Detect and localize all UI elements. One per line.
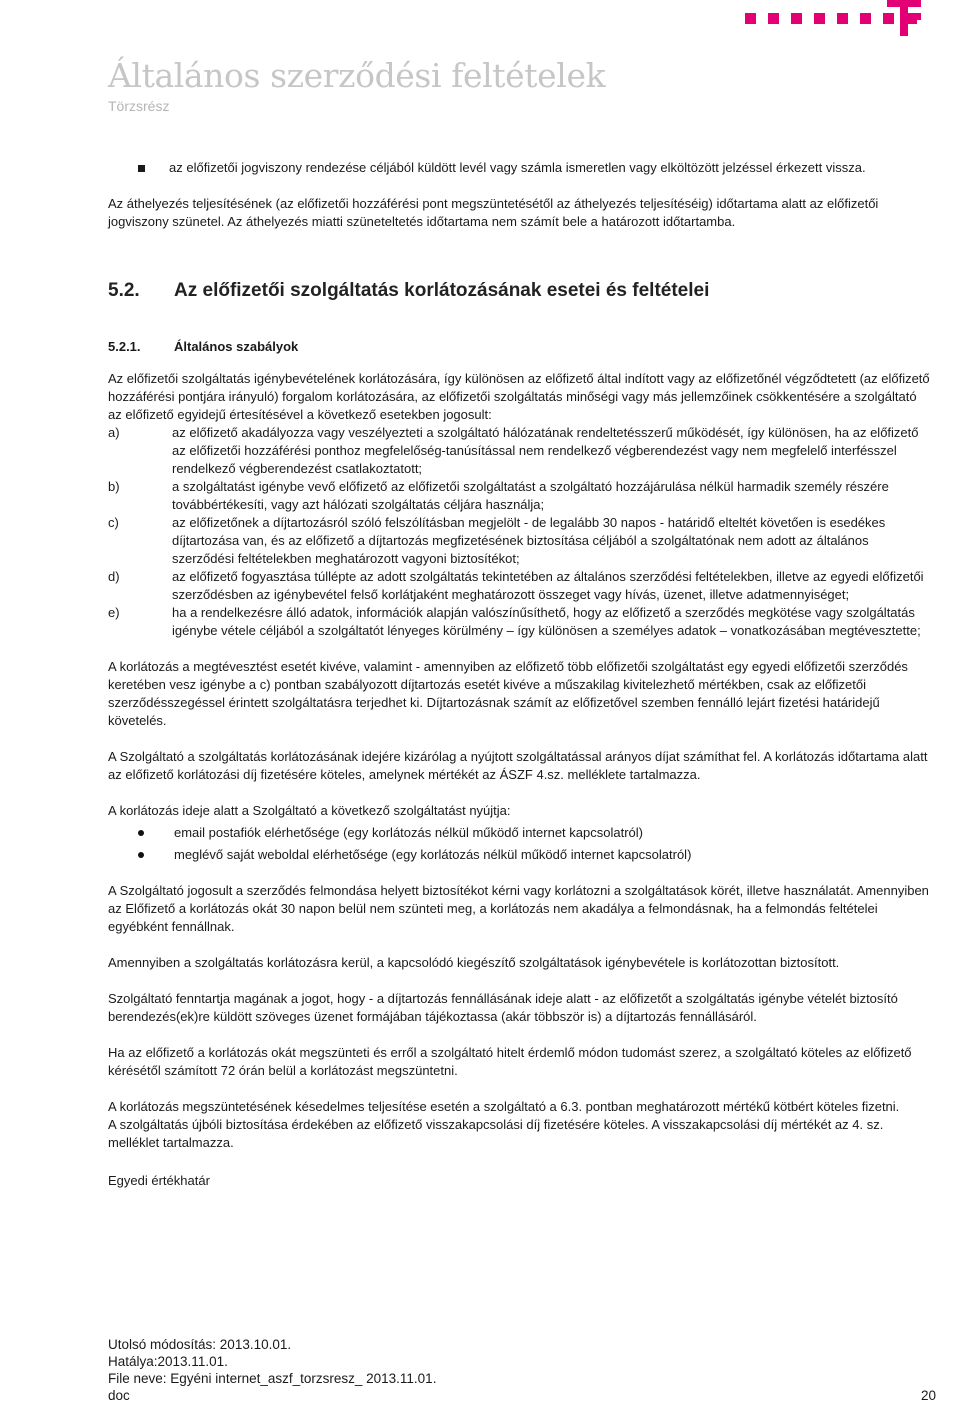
subsection-heading xyxy=(108,338,932,356)
brand-dot xyxy=(791,13,802,24)
brand-dot xyxy=(814,13,825,24)
brand-dot xyxy=(837,13,848,24)
list-item-text: a szolgáltatást igénybe vevő előfizető az előfizetői szolgáltatást a szolgáltató hozzájárulása nélkül harmadik személy részére továbbértékesíti, vagy azt hálózati szolgáltatás céljára használja; xyxy=(172,479,889,512)
section-heading xyxy=(108,282,932,300)
body-paragraph: Az előfizetői szolgáltatás igénybevételének korlátozására, így különösen az előfizető által indított vagy az előfizetőnél végződtetett (az előfizető hozzáférési pontjára irányuló) forgalom korlátozására, az előfizetői szolgáltatás minőségi vagy más jellemzőinek csökkentésére a szolgáltató az előfizető egyidejű értesítésével a következő esetekben jogosult: xyxy=(108,371,930,422)
brand-dot xyxy=(745,13,756,24)
list-item-label: a) xyxy=(108,425,120,440)
list-item xyxy=(108,604,932,640)
body-paragraph: Szolgáltató fenntartja magának a jogot, hogy - a díjtartozás fennállásának ideje alatt - az előfizetőt a szolgáltatás igénybe vételét biztosító berendezés(ek)re küldött szöveges üzenet formájában tájékoztassa (akár többször is) a díjtartozás fennállásáról. xyxy=(108,991,898,1024)
list-item xyxy=(108,568,932,604)
list-item-label: b) xyxy=(108,479,120,494)
list-item xyxy=(108,478,932,514)
list-item xyxy=(108,424,932,478)
body-paragraph: Ha az előfizető a korlátozás okát megszünteti és erről a szolgáltató hitelt érdemlő módon tudomást szerez, a szolgáltató köteles az előfizető kérésétől számított 72 órán belül a korlátozást megszüntetni. xyxy=(108,1045,912,1078)
section-title: Az előfizetői szolgáltatás korlátozásának esetei és feltételei xyxy=(174,280,710,301)
square-bullet-icon xyxy=(138,165,145,172)
body-paragraph: Amennyiben a szolgáltatás korlátozásra kerül, a kapcsolódó kiegészítő szolgáltatások igénybevétele is korlátozottan biztosított. xyxy=(108,955,840,970)
telekom-t-icon xyxy=(884,0,924,36)
list-item-text: email postafiók elérhetősége (egy korlátozás nélkül működő internet kapcsolatról) xyxy=(174,825,643,840)
document-body xyxy=(108,159,932,1190)
body-paragraph: A korlátozás megszüntetésének késedelmes teljesítése esetén a szolgáltató a 6.3. pontban meghatározott mértékű kötbért köteles fizetni. xyxy=(108,1099,900,1114)
page-number: 20 xyxy=(920,1388,936,1403)
brand-dot xyxy=(860,13,871,24)
section-number: 5.2. xyxy=(108,280,140,301)
round-bullet-icon xyxy=(138,830,144,836)
relocation-paragraph: Az áthelyezés teljesítésének (az előfizetői hozzáférési pont megszüntetésétől az áthelyezés teljesítéséig) időtartama alatt az előfizetői jogviszony szünetel. Az áthelyezés miatti szüneteltetés időtartama nem számít bele a határozott időtartamba. xyxy=(108,196,879,229)
brand-dot xyxy=(768,13,779,24)
intro-bullet xyxy=(108,159,932,177)
round-bullet-icon xyxy=(138,852,144,858)
list-item-text: az előfizető fogyasztása túllépte az adott szolgáltatás tekintetében az általános szerződési feltételekben, illetve az egyedi előfizetői szerződésben az igénybevétel felső korlátjaként meghatározott összeget vagy hívás, üzenet, illetve adatmennyiséget; xyxy=(172,569,924,602)
list-item-text: az előfizető akadályozza vagy veszélyezteti a szolgáltató hálózatának rendeltetésszerű működését, így különösen, ha az előfizető az előfizetői hozzáférési ponthoz megfelelőség-tanúsítással nem rendelkező végberendezést vagy nem megfelelő interfésszel rendelkező végberendezést csatlakoztatott; xyxy=(172,425,919,476)
page-footer xyxy=(108,1336,936,1404)
footer-modified: Utolsó módosítás: 2013.10.01. xyxy=(108,1337,292,1352)
intro-bullet-text: az előfizetői jogviszony rendezése céljából küldött levél vagy számla ismeretlen vagy elköltözött jelzéssel érkezett vissza. xyxy=(169,160,866,175)
list-item xyxy=(108,846,932,864)
list-item-text: ha a rendelkezésre álló adatok, információk alapján valószínűsíthető, hogy az előfizető a szerződés megkötése vagy szolgáltatás igénybe vétele céljából a szolgáltatót lényeges körülmény – így különösen a személyes adatok – vonatkozásában megtévesztette; xyxy=(172,605,921,638)
list-item-text: az előfizetőnek a díjtartozásról szóló felszólításban megjelölt - de legalább 30 napos - határidő elteltét követően is esedékes díjtartozása van, és az előfizető a díjtartozás megfizetésének biztosítása céljából a szolgáltatónak nem adott az általános szerződési feltételekben meghatározott vagyoni biztosítékot; xyxy=(172,515,886,566)
body-paragraph: A korlátozás a megtévesztést esetét kivéve, valamint - amennyiben az előfizető több előfizetői szolgáltatást egy egyedi előfizetői szerződés keretében vesz igénybe a c) pontban szabályozott díjtartozás esetét kivéve a műszakilag kivitelezhető mértékben, csak az előfizetői szerződésszegéssel érintett szolgáltatásra terjedhet ki. Díjtartozásnak számít az előfizetővel szemben fennálló lejárt fizetési határidejű követelés. xyxy=(108,659,908,728)
subsection-title: Általános szabályok xyxy=(174,339,299,354)
top-brand-bar xyxy=(0,0,960,40)
body-paragraph: A korlátozás ideje alatt a Szolgáltató a következő szolgáltatást nyújtja: xyxy=(108,803,511,818)
body-paragraph: A Szolgáltató a szolgáltatás korlátozásának idejére kizárólag a nyújtott szolgáltatással arányos díjat számíthat fel. A korlátozás időtartama alatt az előfizető korlátozási díj fizetésére köteles, amelynek mértékét az ÁSZF 4.sz. melléklete tartalmazza. xyxy=(108,749,928,782)
footer-filename: File neve: Egyéni internet_aszf_torzsresz_ 2013.11.01. xyxy=(108,1371,437,1386)
list-item-text: meglévő saját weboldal elérhetősége (egy korlátozás nélkül működő internet kapcsolatról) xyxy=(174,847,692,862)
footer-effective: Hatálya:2013.11.01. xyxy=(108,1354,228,1369)
list-item-label: e) xyxy=(108,605,120,620)
list-item xyxy=(108,514,932,568)
restriction-cases-list xyxy=(108,424,932,640)
subheading: Egyedi értékhatár xyxy=(108,1173,210,1188)
body-paragraph: A szolgáltatás újbóli biztosítása érdekében az előfizető visszakapcsolási díj fizetésére köteles. A visszakapcsolási díj mértékét az 4. sz. melléklet tartalmazza. xyxy=(108,1117,884,1150)
document-subtitle: Törzsrész xyxy=(108,98,170,114)
subsection-number: 5.2.1. xyxy=(108,339,141,354)
list-item xyxy=(108,824,932,842)
list-item-label: c) xyxy=(108,515,119,530)
document-title: Általános szerződési feltételek xyxy=(108,56,606,95)
footer-extension: doc xyxy=(108,1388,130,1403)
list-item-label: d) xyxy=(108,569,120,584)
body-paragraph: A Szolgáltató jogosult a szerződés felmondása helyett biztosítékot kérni vagy korlátozni a szolgáltatások körét, illetve használatát. Amennyiben az Előfizető a korlátozás okát 30 napon belül nem szünteti meg, a korlátozás nem akadálya a felmondásnak, ha a felmondás feltételei egyébként fennállnak. xyxy=(108,883,929,934)
